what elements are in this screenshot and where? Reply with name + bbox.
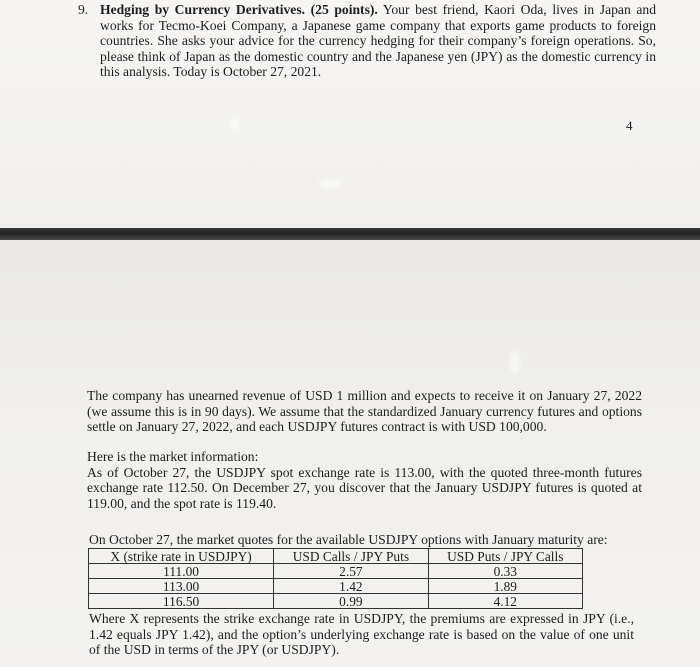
table-header: USD Puts / JPY Calls <box>428 549 582 564</box>
market-body: As of October 27, the USDJPY spot exchange rate is 113.00, with the quoted three-month futures exchange rate 112.50. On December 27, you discover that the January USDJPY futures is quoted at 119.00, and the spot rate is 119.40. <box>87 464 642 511</box>
where-paragraph: Where X represents the strike exchange rate in USDJPY, the premiums are expressed in JPY (i.e., 1.42 equals JPY 1.42), and the option’s underlying exchange rate is based on the value of one unit of the USD in terms of the JPY (or USDJPY). <box>89 611 634 658</box>
table-cell: 113.00 <box>89 579 274 594</box>
question-title: Hedging by Currency Derivatives. (25 points). <box>100 2 378 17</box>
table-cell: 4.12 <box>428 594 582 609</box>
table-header: X (strike rate in USDJPY) <box>89 549 274 564</box>
question-number: 9. <box>78 2 89 17</box>
glare-smudge <box>318 178 342 188</box>
table-cell: 111.00 <box>89 564 274 579</box>
table-row <box>89 579 583 594</box>
table-cell: 116.50 <box>89 594 274 609</box>
table-header: USD Calls / JPY Puts <box>274 549 428 564</box>
question-intro <box>100 2 656 80</box>
table-cell: 2.57 <box>274 564 428 579</box>
question-intro-text: Your best friend, Kaori Oda, lives in Japan and works for Tecmo-Koei Company, a Japanese game company that exports game products to foreign countries. She asks your advice for the currency hedging for their company’s foreign operations. So, please think of Japan as the domestic country and the Japanese yen (JPY) as the domestic currency in this analysis. Today is October 27, 2021. <box>100 2 656 80</box>
table-row <box>89 594 583 609</box>
glare-smudge <box>230 118 240 130</box>
market-info <box>87 449 642 511</box>
table-row <box>89 564 583 579</box>
revenue-paragraph: The company has unearned revenue of USD 1 million and expects to receive it on January 27, 2022 (we assume this is in 90 days). We assume that the standardized January currency futures and options settle on January 27, 2022, and each USDJPY futures contract is with USD 100,000. <box>87 388 642 435</box>
table-cell: 1.89 <box>428 579 582 594</box>
table-cell: 0.99 <box>274 594 428 609</box>
page-number: 4 <box>626 118 633 133</box>
table-cell: 1.42 <box>274 579 428 594</box>
table-header-row <box>89 549 583 564</box>
table-cell: 0.33 <box>428 564 582 579</box>
market-heading: Here is the market information: <box>87 449 259 464</box>
glare-smudge <box>510 350 520 374</box>
options-intro: On October 27, the market quotes for the available USDJPY options with January maturity are: <box>89 532 608 547</box>
options-table <box>88 548 583 609</box>
page-divider <box>0 228 700 240</box>
